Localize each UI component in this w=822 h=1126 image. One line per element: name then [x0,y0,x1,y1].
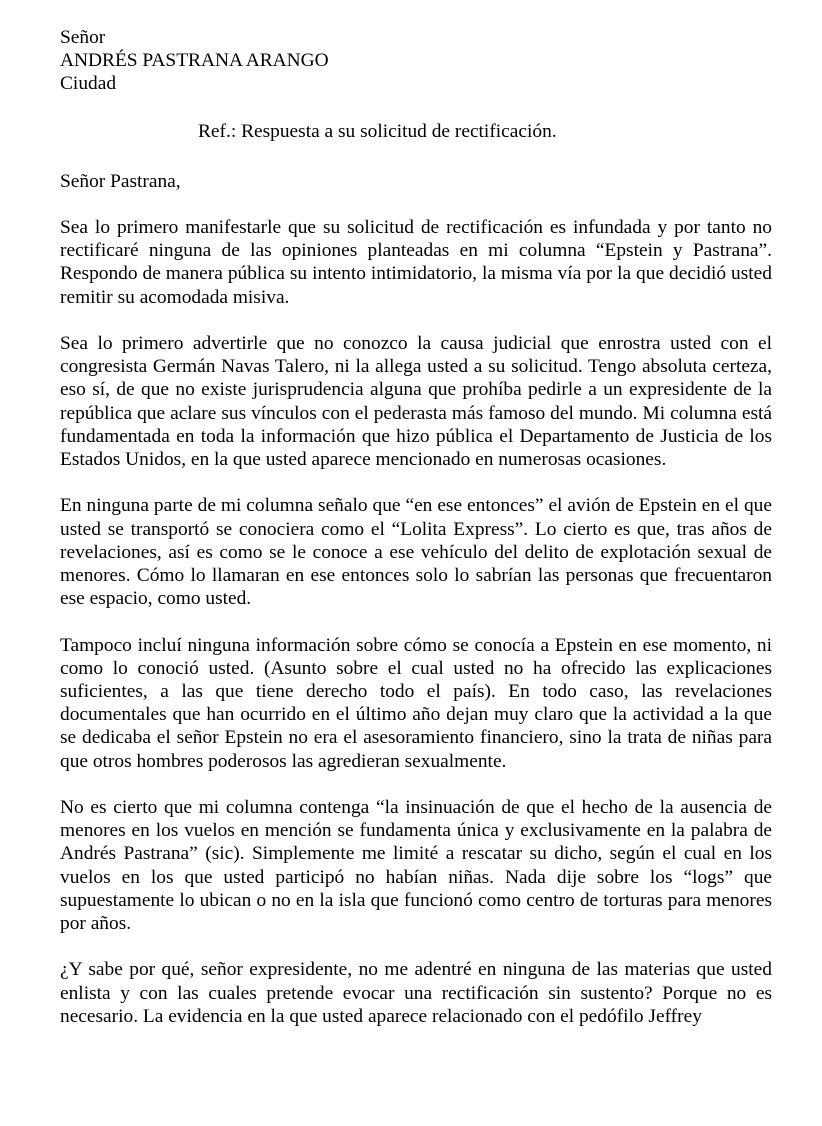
greeting: Señor Pastrana, [60,171,181,192]
addressee-block [60,26,780,96]
addressee-name: ANDRÉS PASTRANA ARANGO [60,50,329,72]
body-paragraph: Sea lo primero advertirle que no conozco la causa judicial que enrostra usted con el congresista Germán Navas Talero, ni la allega usted a su solicitud. Tengo absoluta certeza, eso sí, de que no existe jurisprudencia alguna que prohíba pedirle a un expresidente de la república que aclare sus vínculos con el pederasta más famoso del mundo. Mi columna está fundamentada en toda la información que hizo pública el Departamento de Justicia de los Estados Unidos, en la que usted aparece mencionado en numerosas ocasiones. [60,333,772,471]
body-paragraph: No es cierto que mi columna contenga “la insinuación de que el hecho de la ausencia de menores en los vuelos en mención se fundamenta única y exclusivamente en la palabra de Andrés Pastrana” (sic). Simplemente me limité a rescatar su dicho, según el cual en los vuelos en los que usted participó no habían niñas. Nada dije sobre los “logs” que supuestamente lo ubican o no en la isla que funcionó como centro de torturas para menores por años. [60,797,772,935]
body-paragraph: En ninguna parte de mi columna señalo que “en ese entonces” el avión de Epstein en el que usted se transportó se conociera como el “Lolita Express”. Lo cierto es que, tras años de revelaciones, así es como se le conoce a ese vehículo del delito de explotación sexual de menores. Cómo lo llamaran en ese entonces solo lo sabrían las personas que frecuentaron ese espacio, como usted. [60,495,772,610]
body-paragraph: Sea lo primero manifestarle que su solicitud de rectificación es infundada y por tanto no rectificaré ninguna de las opiniones planteadas en mi columna “Epstein y Pastrana”. Respondo de manera pública su intento intimidatorio, la misma vía por la que decidió usted remitir su acomodada misiva. [60,217,772,308]
body-paragraph: Tampoco incluí ninguna información sobre cómo se conocía a Epstein en ese momento, ni como lo conoció usted. (Asunto sobre el cual usted no ha ofrecido las explicaciones suficientes, a las que tiene derecho todo el país). En todo caso, las revelaciones documentales que han ocurrido en el último año dejan muy claro que la actividad a la que se dedicaba el señor Epstein no era el asesoramiento financiero, sino la trata de niñas para que otros hombres poderosos las agredieran sexualmente. [60,634,772,772]
letter-body [60,216,772,1028]
addressee-title: Señor [60,27,106,48]
reference-line: Ref.: Respuesta a su solicitud de rectificación. [198,121,557,142]
body-paragraph: ¿Y sabe por qué, señor expresidente, no me adentré en ninguna de las materias que usted enlista y con las cuales pretende evocar una rectificación sin sustento? Porque no es necesario. La evidencia en la que usted aparece relacionado con el pedófilo Jeffrey [60,959,772,1027]
addressee-city: Ciudad [60,73,117,95]
